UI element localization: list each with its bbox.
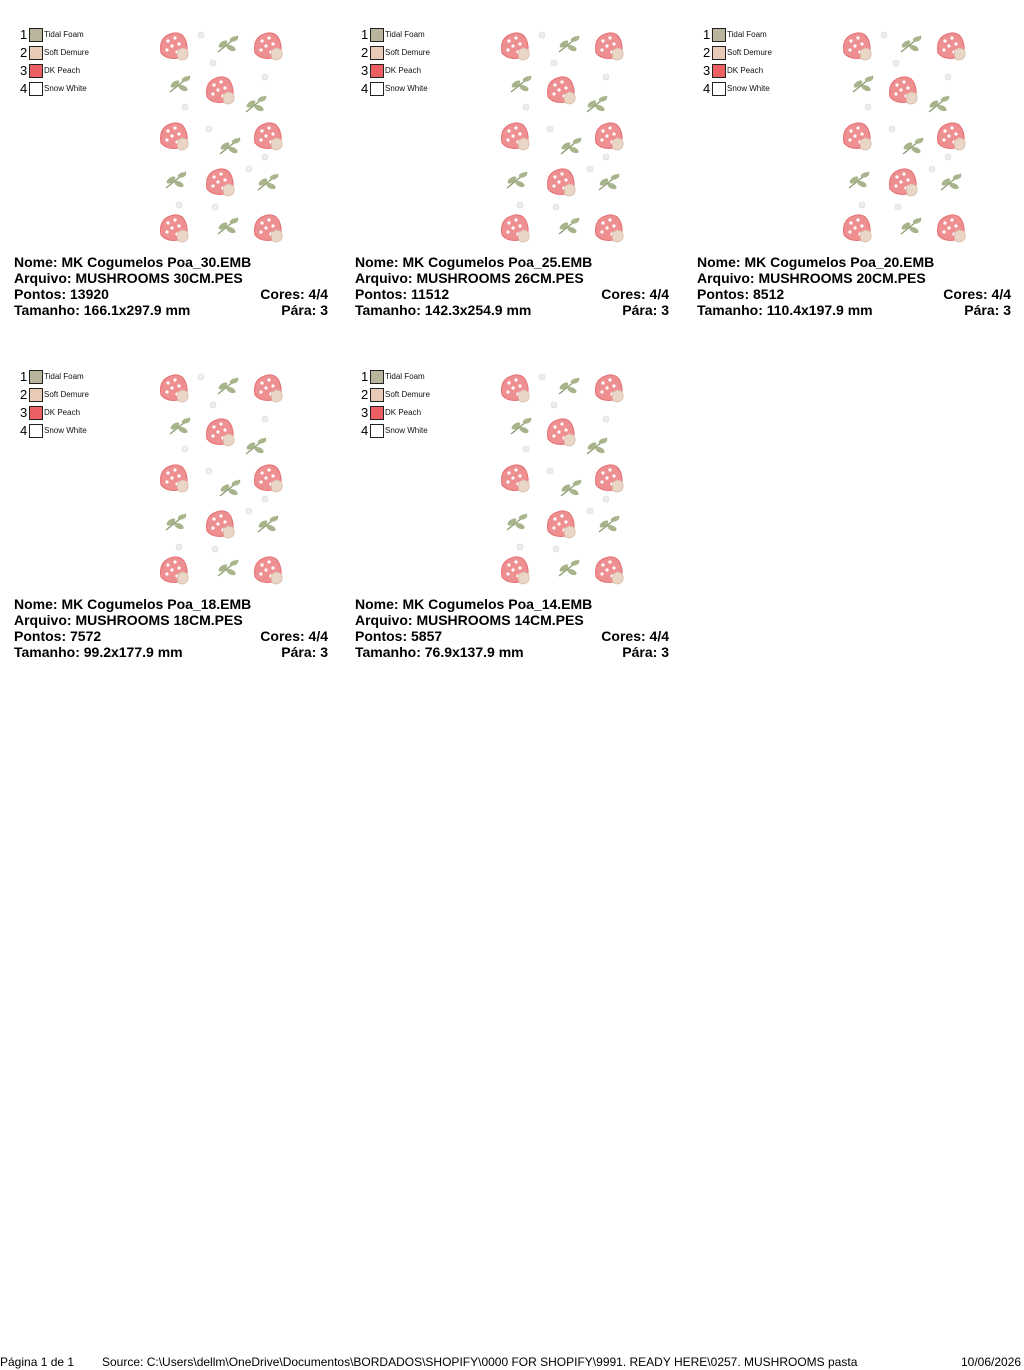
legend-color-name: Tidal Foam — [385, 372, 425, 381]
design-file: Arquivo: MUSHROOMS 26CM.PES — [355, 270, 584, 286]
color-swatch — [29, 28, 43, 42]
legend-number: 2 — [20, 387, 28, 402]
legend-item — [361, 28, 481, 46]
stop-count: Pára: 3 — [622, 302, 669, 318]
design-info — [697, 254, 1011, 318]
legend-item — [20, 406, 140, 424]
design-name: Nome: MK Cogumelos Poa_25.EMB — [355, 254, 593, 270]
legend-color-name: Tidal Foam — [727, 30, 767, 39]
legend-color-name: Soft Demure — [727, 48, 772, 57]
design-size: Tamanho: 76.9x137.9 mm — [355, 644, 524, 660]
legend-color-name: Tidal Foam — [44, 372, 84, 381]
legend-item — [361, 64, 481, 82]
design-name: Nome: MK Cogumelos Poa_14.EMB — [355, 596, 593, 612]
legend-color-name: Snow White — [727, 84, 770, 93]
legend-item — [361, 406, 481, 424]
legend-number: 3 — [361, 405, 369, 420]
design-file: Arquivo: MUSHROOMS 20CM.PES — [697, 270, 926, 286]
stop-count: Pára: 3 — [281, 302, 328, 318]
stitch-count: Pontos: 11512 — [355, 286, 450, 302]
color-legend — [361, 28, 481, 100]
legend-number: 2 — [361, 45, 369, 60]
design-size: Tamanho: 166.1x297.9 mm — [14, 302, 191, 318]
legend-item — [703, 64, 823, 82]
legend-item — [361, 424, 481, 442]
color-legend — [703, 28, 823, 100]
page-footer — [0, 1354, 1024, 1370]
color-swatch — [29, 64, 43, 78]
legend-color-name: DK Peach — [727, 66, 764, 75]
stitch-count: Pontos: 13920 — [14, 286, 109, 302]
legend-number: 1 — [361, 369, 369, 384]
stitch-count: Pontos: 7572 — [14, 628, 102, 644]
color-swatch — [370, 370, 384, 384]
legend-number: 1 — [361, 27, 369, 42]
legend-item — [20, 64, 140, 82]
legend-number: 1 — [20, 369, 28, 384]
legend-item — [361, 82, 481, 100]
color-legend — [20, 28, 140, 100]
color-count: Cores: 4/4 — [260, 286, 328, 302]
color-swatch — [370, 64, 384, 78]
design-card-2 — [355, 26, 675, 336]
legend-number: 4 — [361, 81, 369, 96]
stop-count: Pára: 3 — [281, 644, 328, 660]
embroidery-design-preview — [160, 26, 286, 250]
design-info — [355, 596, 669, 660]
legend-number: 3 — [20, 63, 28, 78]
legend-number: 2 — [20, 45, 28, 60]
color-swatch — [370, 82, 384, 96]
color-swatch — [370, 388, 384, 402]
legend-item — [703, 46, 823, 64]
color-swatch — [29, 406, 43, 420]
embroidery-design-preview — [843, 26, 969, 250]
design-info — [355, 254, 669, 318]
legend-number: 4 — [703, 81, 711, 96]
legend-item — [20, 388, 140, 406]
embroidery-design-preview — [501, 368, 627, 592]
color-swatch — [712, 46, 726, 60]
legend-item — [361, 370, 481, 388]
color-swatch — [29, 82, 43, 96]
design-name: Nome: MK Cogumelos Poa_20.EMB — [697, 254, 935, 270]
legend-item — [20, 28, 140, 46]
design-size: Tamanho: 99.2x177.9 mm — [14, 644, 183, 660]
legend-color-name: Snow White — [385, 84, 428, 93]
stop-count: Pára: 3 — [622, 644, 669, 660]
design-name: Nome: MK Cogumelos Poa_18.EMB — [14, 596, 252, 612]
color-legend — [20, 370, 140, 442]
color-count: Cores: 4/4 — [260, 628, 328, 644]
color-swatch — [370, 424, 384, 438]
design-size: Tamanho: 142.3x254.9 mm — [355, 302, 532, 318]
legend-color-name: Tidal Foam — [44, 30, 84, 39]
color-swatch — [29, 46, 43, 60]
embroidery-design-preview — [160, 368, 286, 592]
legend-number: 1 — [703, 27, 711, 42]
legend-color-name: DK Peach — [385, 66, 422, 75]
legend-color-name: Soft Demure — [44, 390, 89, 399]
design-size: Tamanho: 110.4x197.9 mm — [697, 302, 873, 318]
page-number: Página 1 de 1 — [0, 1355, 75, 1369]
design-name: Nome: MK Cogumelos Poa_30.EMB — [14, 254, 252, 270]
color-swatch — [712, 28, 726, 42]
legend-number: 4 — [361, 423, 369, 438]
legend-number: 4 — [20, 81, 28, 96]
legend-color-name: Soft Demure — [44, 48, 89, 57]
legend-number: 1 — [20, 27, 28, 42]
legend-color-name: DK Peach — [44, 408, 81, 417]
color-count: Cores: 4/4 — [601, 286, 669, 302]
design-card-4 — [14, 368, 334, 678]
design-card-5 — [355, 368, 675, 678]
legend-item — [20, 370, 140, 388]
design-file: Arquivo: MUSHROOMS 14CM.PES — [355, 612, 584, 628]
legend-color-name: Soft Demure — [385, 390, 430, 399]
design-file: Arquivo: MUSHROOMS 30CM.PES — [14, 270, 243, 286]
design-file: Arquivo: MUSHROOMS 18CM.PES — [14, 612, 243, 628]
legend-color-name: Snow White — [385, 426, 428, 435]
design-info — [14, 254, 328, 318]
legend-color-name: Soft Demure — [385, 48, 430, 57]
color-swatch — [29, 424, 43, 438]
print-date: 10/06/2026 — [961, 1355, 1022, 1369]
color-legend — [361, 370, 481, 442]
legend-number: 2 — [703, 45, 711, 60]
source-path: Source: C:\Users\dellm\OneDrive\Documentos\BORDADOS\SHOPIFY\0000 FOR SHOPIFY\9991. READY HERE\0257. MUSHROOMS pasta — [102, 1355, 858, 1369]
design-info — [14, 596, 328, 660]
color-swatch — [370, 46, 384, 60]
legend-number: 2 — [361, 387, 369, 402]
color-swatch — [712, 64, 726, 78]
stitch-count: Pontos: 5857 — [355, 628, 443, 644]
color-swatch — [29, 370, 43, 384]
legend-number: 4 — [20, 423, 28, 438]
legend-item — [703, 28, 823, 46]
legend-color-name: Snow White — [44, 84, 87, 93]
legend-item — [20, 424, 140, 442]
legend-color-name: Snow White — [44, 426, 87, 435]
color-swatch — [29, 388, 43, 402]
legend-item — [361, 388, 481, 406]
stop-count: Pára: 3 — [964, 302, 1011, 318]
color-swatch — [712, 82, 726, 96]
legend-item — [361, 46, 481, 64]
legend-item — [703, 82, 823, 100]
legend-number: 3 — [703, 63, 711, 78]
legend-number: 3 — [20, 405, 28, 420]
legend-color-name: DK Peach — [44, 66, 81, 75]
color-count: Cores: 4/4 — [601, 628, 669, 644]
legend-number: 3 — [361, 63, 369, 78]
color-count: Cores: 4/4 — [943, 286, 1011, 302]
legend-item — [20, 46, 140, 64]
color-swatch — [370, 28, 384, 42]
design-card-1 — [14, 26, 334, 336]
color-swatch — [370, 406, 384, 420]
legend-color-name: DK Peach — [385, 408, 422, 417]
embroidery-design-preview — [501, 26, 627, 250]
legend-item — [20, 82, 140, 100]
stitch-count: Pontos: 8512 — [697, 286, 785, 302]
design-card-3 — [697, 26, 1017, 336]
legend-color-name: Tidal Foam — [385, 30, 425, 39]
